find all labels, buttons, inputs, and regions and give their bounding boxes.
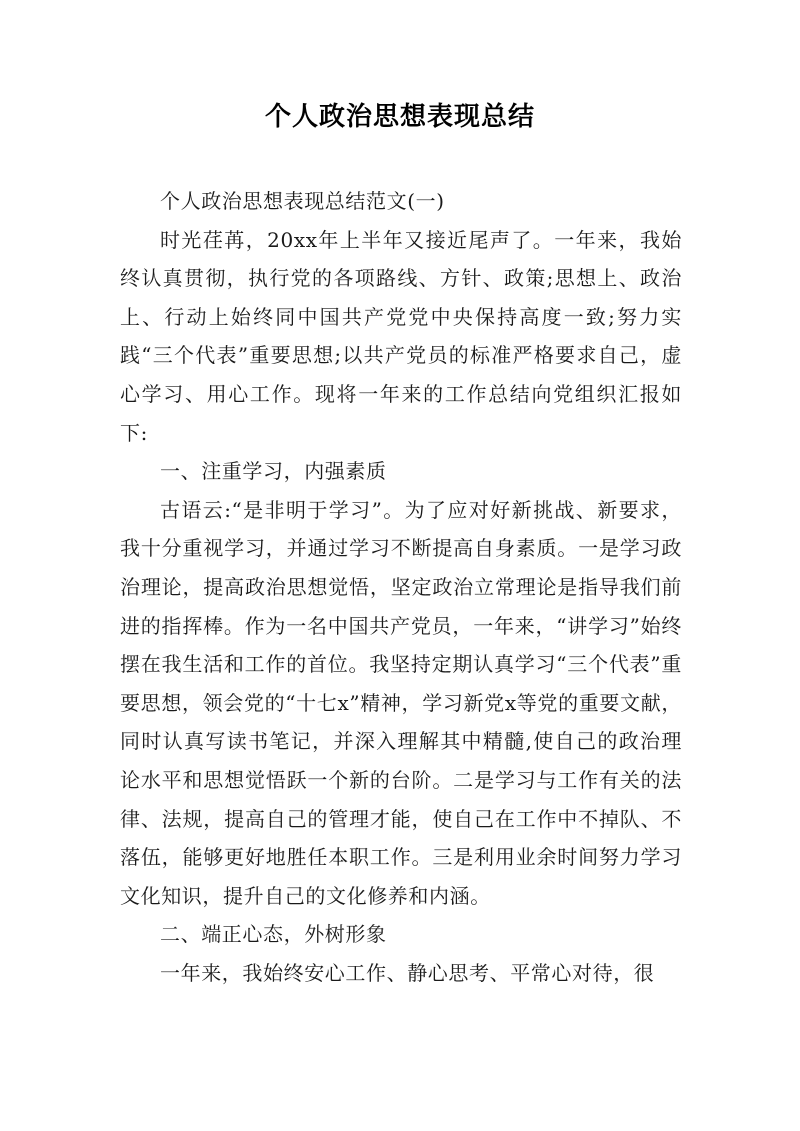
body-paragraph: 古语云:“是非明于学习”。为了应对好新挑战、新要求，我十分重视学习，并通过学习不断提高自身素质。一是学习政治理论，提高政治思想觉悟，坚定政治立常理论是指导我们前进的指挥棒。作为一名中国共产党员，一年来，“讲学习”始终摆在我生活和工作的首位。我坚持定期认真学习“三个代表”重要思想，领会党的“十七x”精神，学习新党x等党的重要文献，同时认真写读书笔记，并深入理解其中精髓,使自己的政治理论水平和思想觉悟跃一个新的台阶。二是学习与工作有关的法律、法规，提高自己的管理才能，使自己在工作中不掉队、不落伍，能够更好地胜任本职工作。三是利用业余时间努力学习文化知识，提升自己的文化修养和内涵。 [120, 497, 682, 908]
body-paragraph: 一年来，我始终安心工作、静心思考、平常心对待，很 [160, 960, 655, 985]
section-heading: 一、注重学习，内强素质 [160, 459, 387, 484]
section-heading: 二、端正心态，外树形象 [160, 922, 387, 947]
section-subtitle: 个人政治思想表现总结范文(一) [160, 189, 445, 213]
body-paragraph: 时光荏苒，20xx年上半年又接近尾声了。一年来，我始终认真贯彻，执行党的各项路线、方针、政策;思想上、政治上、行动上始终同中国共产党党中央保持高度一致;努力实践“三个代表”重要思想;以共产党员的标准严格要求自己，虚心学习、用心工作。现将一年来的工作总结向党组织汇报如下: [120, 227, 682, 445]
document-body [120, 182, 682, 992]
document-title: 个人政治思想表现总结 [264, 102, 535, 132]
